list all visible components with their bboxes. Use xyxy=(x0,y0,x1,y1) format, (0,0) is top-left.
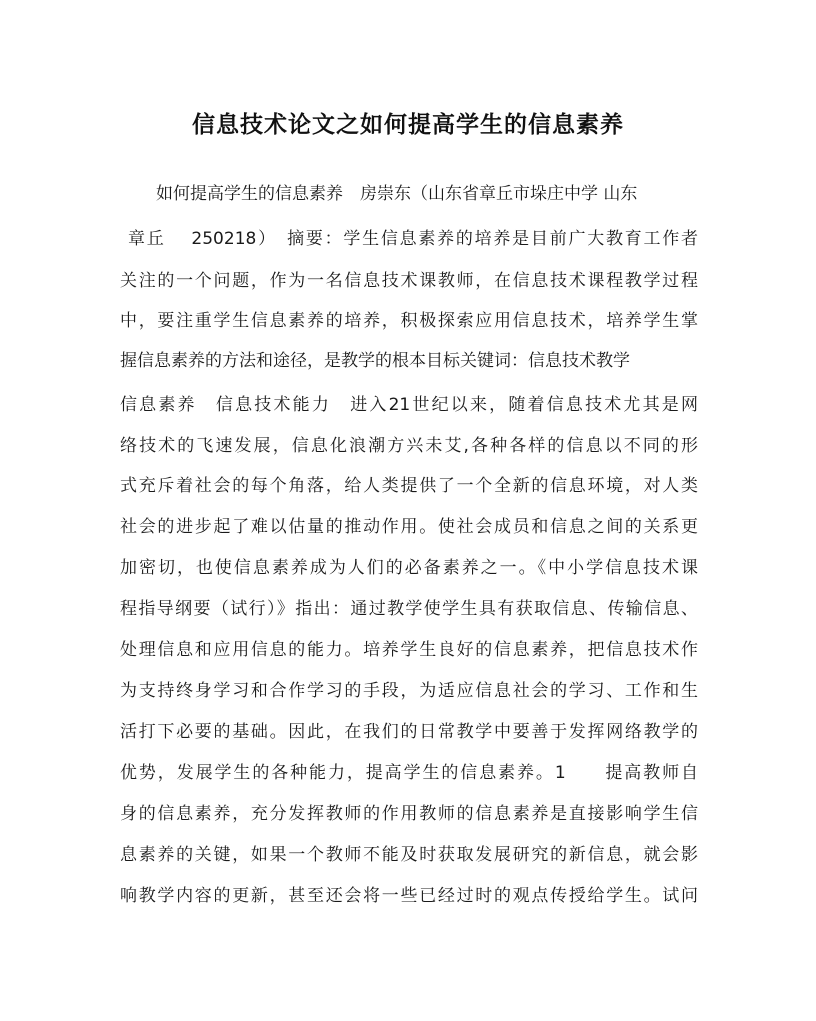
body-line: 如何提高学生的信息素养 房崇东（山东省章丘市垛庄中学 山东 xyxy=(156,184,638,204)
body-line: 社会的进步起了难以估量的推动作用。使社会成员和信息之间的关系更 xyxy=(120,517,698,537)
body-line: 章丘 250218） 摘要：学生信息素养的培养是目前广大教育工作者 xyxy=(128,229,698,249)
body-line: 活打下必要的基础。因此，在我们的日常教学中要善于发挥网络教学的 xyxy=(120,722,698,742)
body-line: 优势，发展学生的各种能力，提高学生的信息素养。1 提高教师自 xyxy=(120,763,698,783)
body-line: 身的信息素养，充分发挥教师的作用教师的信息素养是直接影响学生信 xyxy=(120,804,698,824)
body-line: 息素养的关键，如果一个教师不能及时获取发展研究的新信息，就会影 xyxy=(120,845,698,865)
body-line: 中，要注重学生信息素养的培养，积极探索应用信息技术，培养学生掌 xyxy=(120,311,698,331)
body-line: 握信息素养的方法和途径，是教学的根本目标关键词：信息技术教学 xyxy=(120,351,630,371)
body-line: 络技术的飞速发展，信息化浪潮方兴未艾,各种各样的信息以不同的形 xyxy=(120,436,698,456)
body-line: 响教学内容的更新，甚至还会将一些已经过时的观点传授给学生。试问 xyxy=(120,886,698,906)
body-line: 式充斥着社会的每个角落，给人类提供了一个全新的信息环境，对人类 xyxy=(120,476,698,496)
body-line: 信息素养 信息技术能力 进入21世纪以来，随着信息技术尤其是网 xyxy=(120,395,698,415)
body-line: 关注的一个问题，作为一名信息技术课教师，在信息技术课程教学过程 xyxy=(120,271,698,291)
body-line: 程指导纲要（试行）》指出：通过教学使学生具有获取信息、传输信息、 xyxy=(120,599,698,619)
body-line: 加密切，也使信息素养成为人们的必备素养之一。《中小学信息技术课 xyxy=(120,558,698,578)
body-line: 为支持终身学习和合作学习的手段，为适应信息社会的学习、工作和生 xyxy=(120,681,698,701)
body-line: 处理信息和应用信息的能力。培养学生良好的信息素养，把信息技术作 xyxy=(120,640,698,660)
document-title: 信息技术论文之如何提高学生的信息素养 xyxy=(192,111,624,138)
